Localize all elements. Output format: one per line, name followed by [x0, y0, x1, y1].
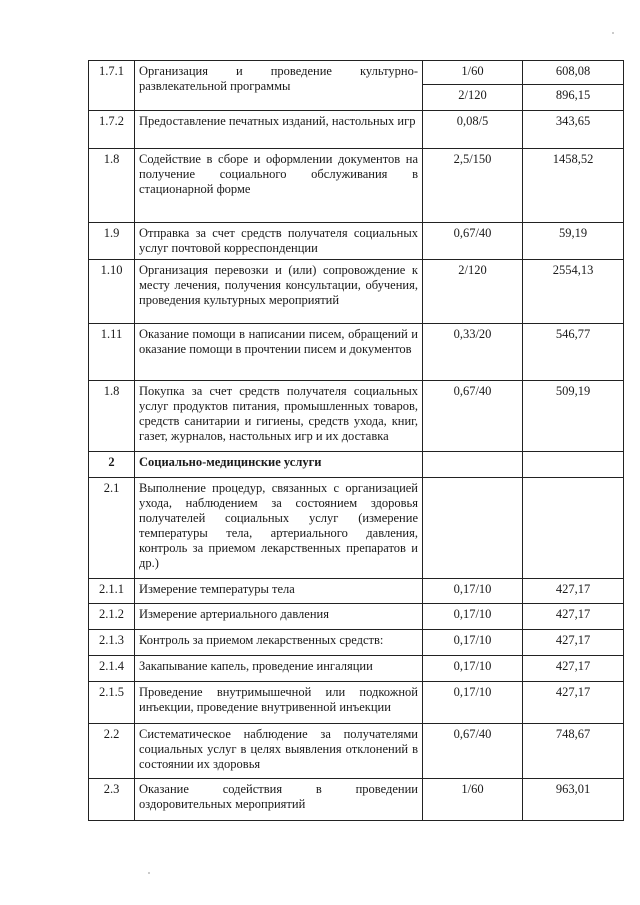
row-number: 2.1.2: [89, 604, 135, 630]
time-norm: 0,08/5: [423, 111, 523, 149]
service-name: Закапывание капель, проведение ингаляции: [135, 656, 423, 682]
row-number: 1.10: [89, 260, 135, 324]
table-row: [89, 149, 624, 223]
tariff-price: [523, 452, 624, 478]
tariff-price: 59,19: [523, 223, 624, 260]
row-number: 2.1.1: [89, 579, 135, 604]
service-name: Содействие в сборе и оформлении документов на получение социального обслуживания в стационарной форме: [135, 149, 423, 223]
service-name: Организация перевозки и (или) сопровождение к месту лечения, получения консультации, обучения, проведения культурных мероприятий: [135, 260, 423, 324]
service-name: Покупка за счет средств получателя социальных услуг продуктов питания, промышленных товаров, средств санитарии и гигиены, средств ухода, книг, газет, журналов, настольных игр и их доставка: [135, 381, 423, 452]
time-norm: 1/60: [423, 61, 523, 85]
tariff-price: 427,17: [523, 656, 624, 682]
table-row: [89, 61, 624, 85]
table-row: [89, 656, 624, 682]
service-name: Измерение артериального давления: [135, 604, 423, 630]
time-norm: 2/120: [423, 260, 523, 324]
row-number: 2.3: [89, 779, 135, 821]
time-norm: 0,17/10: [423, 579, 523, 604]
tariff-price: 343,65: [523, 111, 624, 149]
row-number: 1.8: [89, 381, 135, 452]
row-number: 1.7.1: [89, 61, 135, 111]
service-name: Отправка за счет средств получателя социальных услуг почтовой корреспонденции: [135, 223, 423, 260]
time-norm: 2/120: [423, 85, 523, 111]
service-name: Измерение температуры тела: [135, 579, 423, 604]
table-row: [89, 630, 624, 656]
time-norm: 0,17/10: [423, 630, 523, 656]
service-name: Систематическое наблюдение за получателями социальных услуг в целях выявления отклонений в состоянии их здоровья: [135, 724, 423, 779]
row-number: 2.1.4: [89, 656, 135, 682]
row-number: 1.11: [89, 324, 135, 381]
table-row: [89, 381, 624, 452]
table-row: [89, 324, 624, 381]
section-number: 2: [89, 452, 135, 478]
tariff-price: 427,17: [523, 682, 624, 724]
tariff-price: 427,17: [523, 604, 624, 630]
row-number: 2.1.5: [89, 682, 135, 724]
service-name: Выполнение процедур, связанных с организацией ухода, наблюдением за состоянием здоровья получателей социальных услуг (измерение температуры тела, артериального давления, контроль за приемом лекарственных препаратов и др.): [135, 478, 423, 579]
table-row: [89, 604, 624, 630]
table-row: [89, 111, 624, 149]
scan-speck: [148, 872, 150, 874]
tariff-price: 546,77: [523, 324, 624, 381]
tariff-price: [523, 478, 624, 579]
tariff-price: 427,17: [523, 630, 624, 656]
time-norm: 0,33/20: [423, 324, 523, 381]
table-row: [89, 682, 624, 724]
time-norm: 0,17/10: [423, 604, 523, 630]
time-norm: 0,17/10: [423, 656, 523, 682]
row-number: 2.1: [89, 478, 135, 579]
tariff-price: 427,17: [523, 579, 624, 604]
tariff-price: 748,67: [523, 724, 624, 779]
table-row: [89, 779, 624, 821]
row-number: 1.7.2: [89, 111, 135, 149]
time-norm: 0,17/10: [423, 682, 523, 724]
tariff-price: 2554,13: [523, 260, 624, 324]
service-name: Предоставление печатных изданий, настольных игр: [135, 111, 423, 149]
time-norm: 0,67/40: [423, 223, 523, 260]
tariff-price: 509,19: [523, 381, 624, 452]
tariff-price: 896,15: [523, 85, 624, 111]
service-name: Проведение внутримышечной или подкожной инъекции, проведение внутривенной инъекции: [135, 682, 423, 724]
row-number: 1.9: [89, 223, 135, 260]
time-norm: [423, 452, 523, 478]
service-name: Оказание содействия в проведении оздоровительных мероприятий: [135, 779, 423, 821]
table-row: [89, 724, 624, 779]
time-norm: 0,67/40: [423, 381, 523, 452]
tariff-price: 608,08: [523, 61, 624, 85]
tariff-price: 1458,52: [523, 149, 624, 223]
services-rates-table: [88, 60, 624, 821]
table-row: [89, 223, 624, 260]
time-norm: 1/60: [423, 779, 523, 821]
service-name: Организация и проведение культурно-развлекательной программы: [135, 61, 423, 111]
scan-speck: [612, 32, 614, 34]
time-norm: 2,5/150: [423, 149, 523, 223]
table-row: [89, 478, 624, 579]
row-number: 2.2: [89, 724, 135, 779]
time-norm: 0,67/40: [423, 724, 523, 779]
row-number: 1.8: [89, 149, 135, 223]
service-name: Контроль за приемом лекарственных средств:: [135, 630, 423, 656]
row-number: 2.1.3: [89, 630, 135, 656]
table-row: [89, 260, 624, 324]
section-row: [89, 452, 624, 478]
tariff-price: 963,01: [523, 779, 624, 821]
time-norm: [423, 478, 523, 579]
section-title: Социально-медицинские услуги: [135, 452, 423, 478]
service-name: Оказание помощи в написании писем, обращений и оказание помощи в прочтении писем и документов: [135, 324, 423, 381]
table-row: [89, 579, 624, 604]
